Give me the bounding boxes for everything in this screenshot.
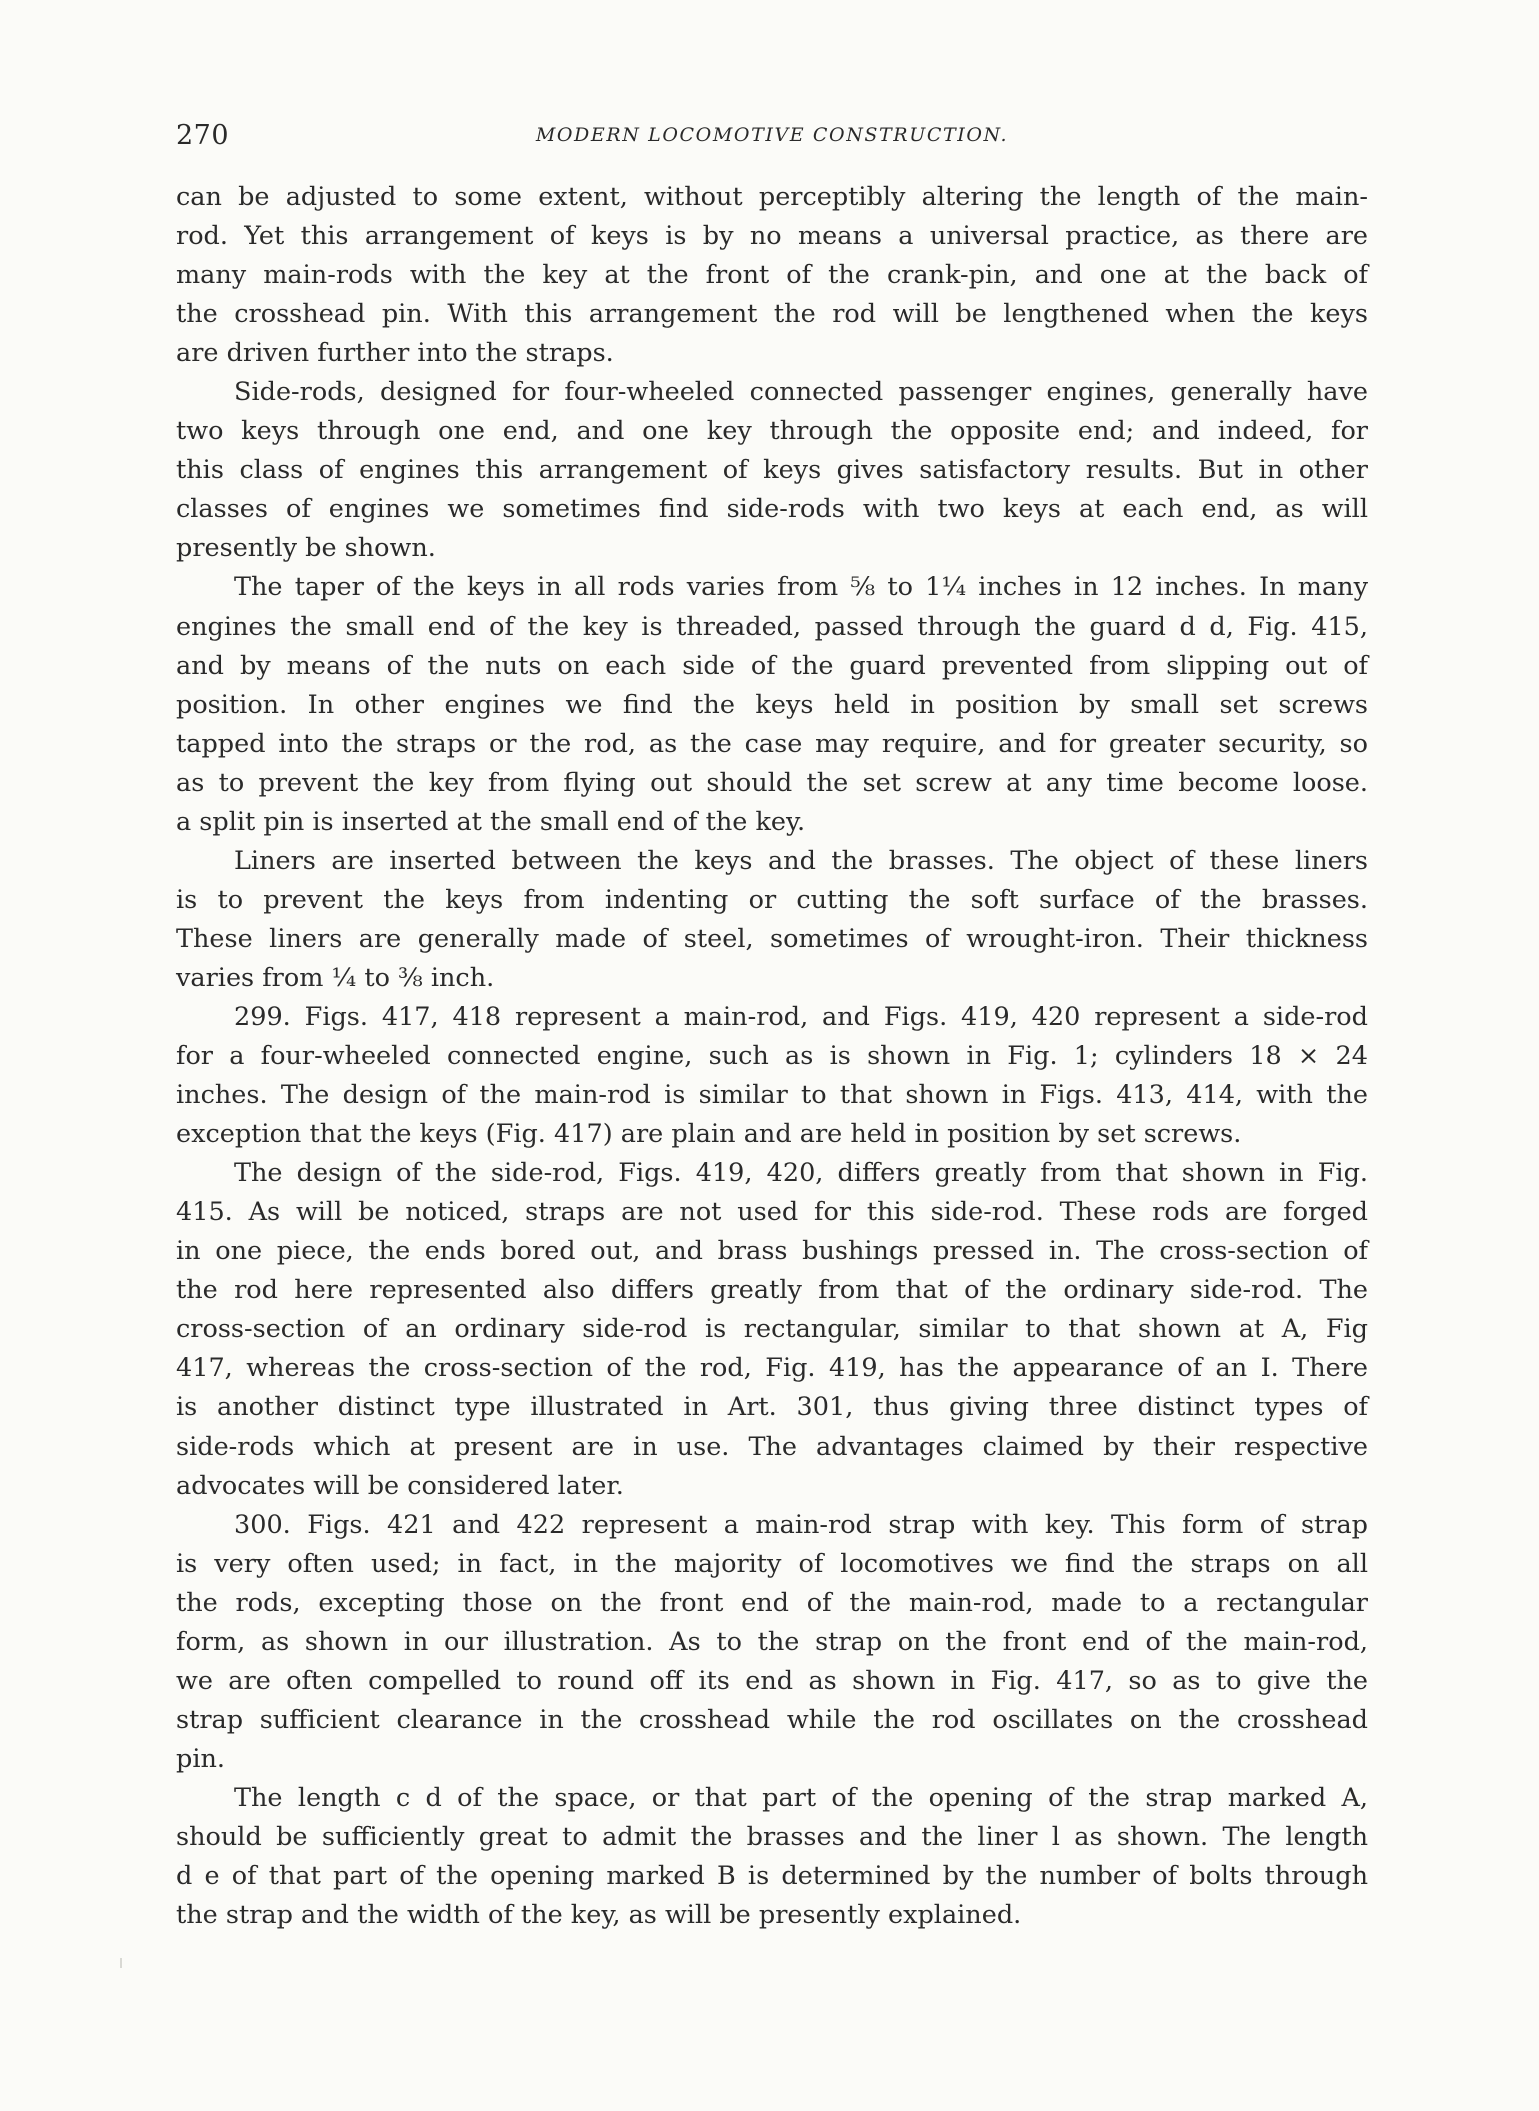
text-line: The length c d of the space, or that part of the opening of the strap marked A, (234, 1782, 1368, 1813)
text-line: many main-rods with the key at the front of the crank-pin, and one at the back of (176, 260, 1368, 291)
text-line: is to prevent the keys from indenting or cutting the soft surface of the brasses. (176, 884, 1368, 915)
text-line: 300. Figs. 421 and 422 represent a main-rod strap with key. This form of strap (234, 1509, 1368, 1540)
running-title: MODERN LOCOMOTIVE CONSTRUCTION. (535, 124, 1009, 146)
text-line: tapped into the straps or the rod, as the case may require, and for greater security, so (176, 728, 1368, 759)
text-line: presently be shown. (176, 533, 436, 564)
text-line: for a four-wheeled connected engine, such as is shown in Fig. 1; cylinders 18 × 24 (176, 1041, 1368, 1072)
text-line: form, as shown in our illustration. As to the strap on the front end of the main-rod, (176, 1626, 1368, 1657)
text-line: The taper of the keys in all rods varies from ⅝ to 1¼ inches in 12 inches. In many (234, 572, 1368, 603)
text-line: should be sufficiently great to admit the brasses and the liner l as shown. The length (176, 1821, 1368, 1852)
body-text (176, 178, 1368, 1935)
text-line: 417, whereas the cross-section of the rod, Fig. 419, has the appearance of an I. There (176, 1353, 1368, 1384)
text-line: cross-section of an ordinary side-rod is rectangular, similar to that shown at A, Fig (176, 1314, 1368, 1345)
text-line: pin. (176, 1743, 226, 1774)
text-line: advocates will be considered later. (176, 1470, 624, 1501)
text-line: can be adjusted to some extent, without perceptibly altering the length of the main- (176, 182, 1368, 212)
text-line: the crosshead pin. With this arrangement the rod will be lengthened when the keys (176, 299, 1368, 330)
text-line: 415. As will be noticed, straps are not used for this side-rod. These rods are forged (176, 1197, 1368, 1228)
text-line: These liners are generally made of steel, sometimes of wrought-iron. Their thickness (176, 923, 1368, 954)
text-line: 299. Figs. 417, 418 represent a main-rod, and Figs. 419, 420 represent a side-rod (234, 1001, 1368, 1032)
text-line: and by means of the nuts on each side of the guard prevented from slipping out of (176, 650, 1368, 681)
text-line: in one piece, the ends bored out, and brass bushings pressed in. The cross-section of (176, 1236, 1368, 1267)
text-line: classes of engines we sometimes find side-rods with two keys at each end, as will (176, 494, 1368, 525)
text-line: inches. The design of the main-rod is similar to that shown in Figs. 413, 414, with the (176, 1080, 1368, 1111)
text-line: position. In other engines we find the keys held in position by small set screws (176, 689, 1368, 720)
book-page (176, 0, 1368, 2111)
text-line: two keys through one end, and one key through the opposite end; and indeed, for (176, 416, 1368, 447)
text-line: strap sufficient clearance in the crosshead while the rod oscillates on the crosshead (176, 1704, 1368, 1735)
text-line: the rods, excepting those on the front end of the main-rod, made to a rectangular (176, 1587, 1368, 1618)
text-line: The design of the side-rod, Figs. 419, 420, differs greatly from that shown in Fig. (234, 1158, 1368, 1189)
text-line: this class of engines this arrangement of keys gives satisfactory results. But in other (176, 455, 1368, 486)
text-line: varies from ¼ to ⅜ inch. (176, 962, 495, 993)
text-line: is very often used; in fact, in the majority of locomotives we find the straps on all (176, 1548, 1368, 1579)
text-line: the rod here represented also differs greatly from that of the ordinary side-rod. The (176, 1275, 1368, 1306)
text-line: d e of that part of the opening marked B is determined by the number of bolts through (176, 1861, 1368, 1892)
text-line: engines the small end of the key is threaded, passed through the guard d d, Fig. 415, (176, 611, 1368, 642)
text-line: are driven further into the straps. (176, 338, 614, 369)
text-line: side-rods which at present are in use. The advantages claimed by their respective (176, 1431, 1368, 1462)
text-line: the strap and the width of the key, as will be presently explained. (176, 1900, 1022, 1931)
text-line: a split pin is inserted at the small end of the key. (176, 806, 806, 837)
text-line: rod. Yet this arrangement of keys is by no means a universal practice, as there are (176, 221, 1368, 252)
page-number: 270 (176, 120, 230, 151)
margin-mark (120, 1958, 122, 1968)
text-line: Side-rods, designed for four-wheeled connected passenger engines, generally have (234, 377, 1368, 408)
text-line: as to prevent the key from flying out should the set screw at any time become loose. (176, 767, 1368, 798)
text-line: is another distinct type illustrated in Art. 301, thus giving three distinct types of (176, 1392, 1368, 1423)
text-line: Liners are inserted between the keys and the brasses. The object of these liners (234, 845, 1368, 876)
page-header (176, 120, 1368, 160)
text-line: exception that the keys (Fig. 417) are plain and are held in position by set screws. (176, 1119, 1242, 1150)
text-line: we are often compelled to round off its end as shown in Fig. 417, so as to give the (176, 1665, 1368, 1696)
